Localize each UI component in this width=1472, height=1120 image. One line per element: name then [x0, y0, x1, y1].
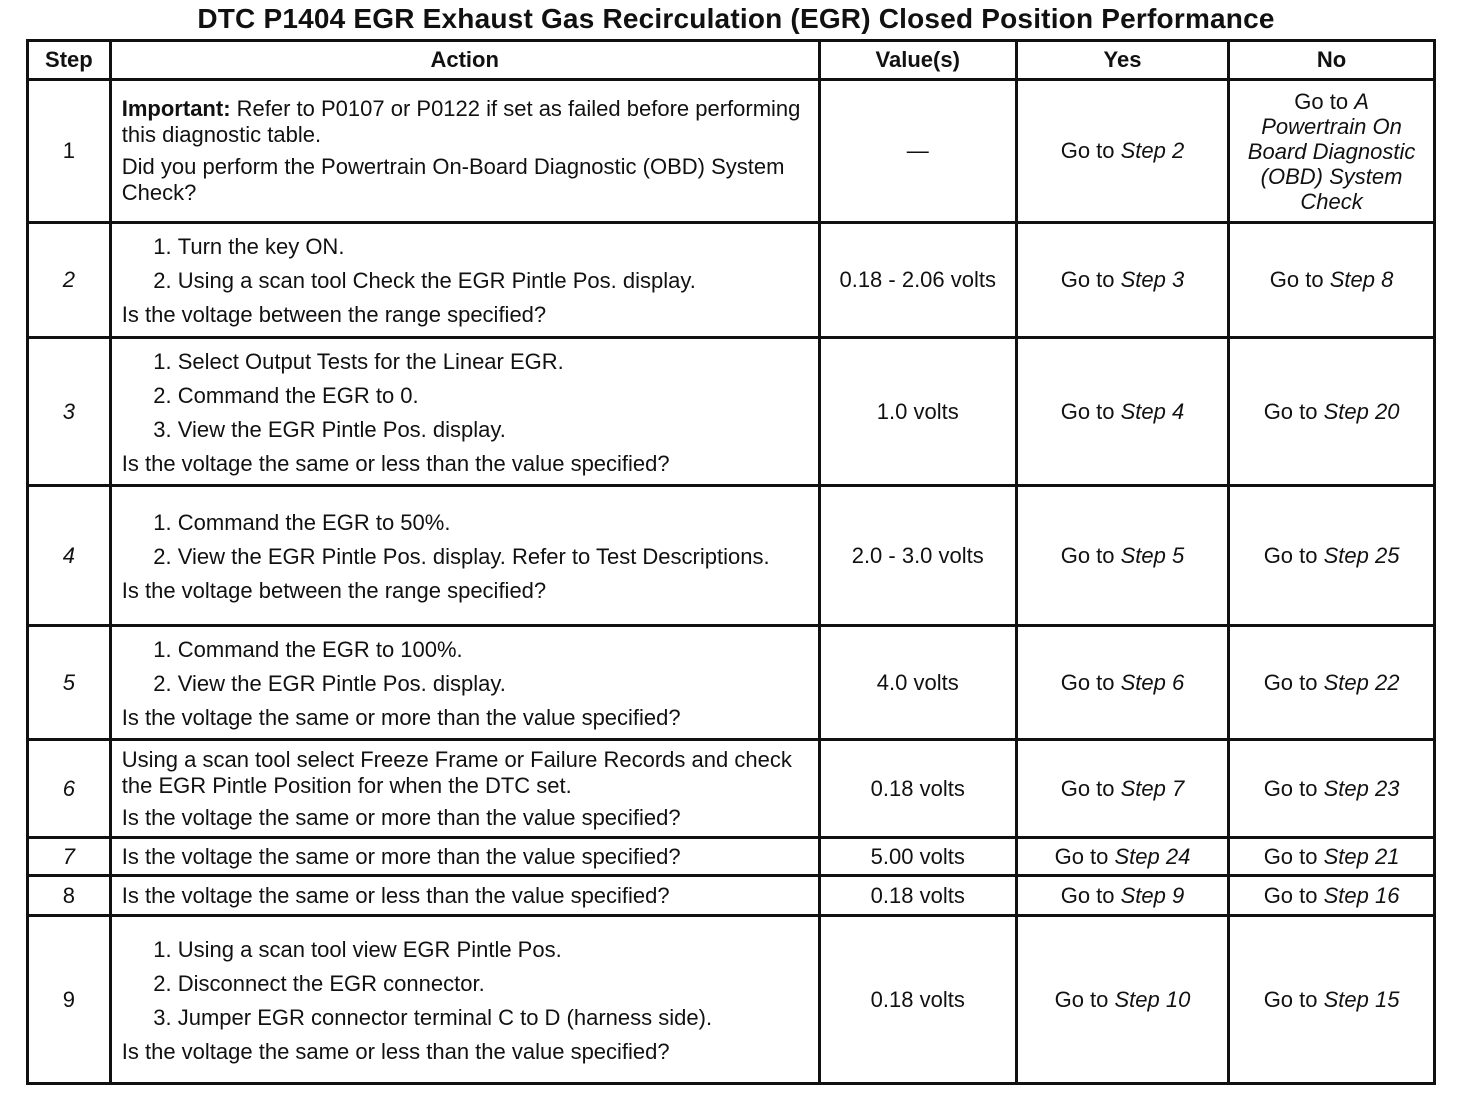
goto-prefix: Go to: [1263, 669, 1324, 695]
yes-cell: [1016, 486, 1228, 626]
action-step: 3. View the EGR Pintle Pos. display.: [178, 417, 808, 443]
header-action: Action: [110, 41, 819, 80]
value-cell: 0.18 volts: [819, 876, 1016, 916]
goto-prefix: Go to: [1060, 775, 1121, 801]
goto-target: Step 9: [1120, 882, 1185, 908]
no-cell: [1229, 838, 1435, 876]
goto-target: Step 10: [1114, 986, 1191, 1012]
header-step: Step: [28, 41, 111, 80]
page-title: DTC P1404 EGR Exhaust Gas Recirculation (EGR) Closed Position Performance: [197, 3, 1275, 34]
yes-cell: [1016, 876, 1228, 916]
header-no: No: [1229, 41, 1435, 80]
no-cell: [1229, 876, 1435, 916]
value-cell: 2.0 - 3.0 volts: [819, 486, 1016, 626]
action-steps: [122, 234, 808, 294]
value-cell: 0.18 volts: [819, 916, 1016, 1084]
yes-cell: [1016, 838, 1228, 876]
goto-prefix: Go to: [1263, 986, 1324, 1012]
table-row: [28, 486, 1435, 626]
action-step: 2. Using a scan tool Check the EGR Pintle Pos. display.: [178, 268, 808, 294]
goto-prefix: Go to: [1294, 88, 1355, 114]
table-row: [28, 740, 1435, 838]
goto-target: Step 7: [1120, 775, 1185, 801]
action-text: Using a scan tool select Freeze Frame or Failure Records and check the EGR Pintle Position for when the DTC set.: [121, 746, 792, 798]
table-row: [28, 838, 1435, 876]
goto-target: Step 3: [1120, 267, 1185, 292]
yes-cell: [1016, 223, 1228, 338]
no-cell: [1229, 223, 1435, 338]
goto-target: Step 4: [1120, 398, 1185, 424]
action-cell: [110, 916, 819, 1084]
action-cell: [110, 486, 819, 626]
table-row: [28, 626, 1435, 740]
table-row: [28, 80, 1435, 223]
value-cell: 4.0 volts: [819, 626, 1016, 740]
action-cell: [110, 80, 819, 223]
goto-target: Step 15: [1323, 986, 1400, 1012]
value-cell: 1.0 volts: [819, 338, 1016, 486]
no-cell: [1229, 80, 1435, 223]
step-number: 9: [28, 916, 111, 1084]
action-steps: [122, 937, 808, 1031]
step-number: 8: [28, 876, 111, 916]
action-steps: [122, 510, 808, 570]
goto-prefix: Go to: [1060, 882, 1121, 908]
action-cell: [110, 626, 819, 740]
goto-target: Step 16: [1323, 882, 1400, 908]
goto-target: Step 20: [1323, 398, 1400, 424]
goto-prefix: Go to: [1263, 882, 1324, 908]
action-steps: [122, 637, 808, 697]
no-cell: [1229, 486, 1435, 626]
action-step: 2. View the EGR Pintle Pos. display.: [178, 671, 808, 697]
goto-target: Step 5: [1120, 542, 1185, 568]
goto-prefix: Go to: [1060, 398, 1121, 424]
goto-target: Step 23: [1323, 775, 1400, 801]
step-number: 4: [28, 486, 111, 626]
action-step: 2. Disconnect the EGR connector.: [178, 971, 808, 997]
value-cell: —: [819, 80, 1016, 223]
action-question: Is the voltage the same or less than the value specified?: [121, 450, 670, 476]
goto-target: Step 21: [1323, 843, 1400, 869]
yes-cell: [1016, 80, 1228, 223]
goto-target: Step 22: [1323, 669, 1400, 695]
table-row: [28, 916, 1435, 1084]
action-question: Did you perform the Powertrain On-Board Diagnostic (OBD) System Check?: [121, 154, 785, 205]
action-cell: [110, 338, 819, 486]
action-step: 2. Command the EGR to 0.: [178, 383, 808, 409]
action-step: 1. Using a scan tool view EGR Pintle Pos.: [178, 937, 808, 963]
goto-prefix: Go to: [1263, 843, 1324, 869]
action-step: 1. Select Output Tests for the Linear EGR.: [178, 349, 808, 375]
goto-prefix: Go to: [1263, 542, 1324, 568]
important-text: Refer to P0107 or P0122 if set as failed before performing this diagnostic table.: [121, 96, 801, 147]
goto-prefix: Go to: [1263, 398, 1324, 424]
yes-cell: [1016, 338, 1228, 486]
action-cell: [110, 740, 819, 838]
action-step: 3. Jumper EGR connector terminal C to D (harness side).: [178, 1005, 808, 1031]
action-step: 2. View the EGR Pintle Pos. display. Refer to Test Descriptions.: [178, 544, 808, 570]
goto-target: A Powertrain On Board Diagnostic (OBD) System Check: [1247, 88, 1416, 214]
step-number: 2: [28, 223, 111, 338]
action-question: Is the voltage the same or more than the value specified?: [121, 704, 681, 730]
step-number: 5: [28, 626, 111, 740]
goto-prefix: Go to: [1269, 267, 1330, 292]
diagnostic-table: [26, 39, 1436, 1085]
goto-prefix: Go to: [1054, 843, 1115, 869]
action-question: Is the voltage the same or more than the value specified?: [121, 804, 681, 830]
action-question: Is the voltage between the range specified?: [121, 302, 547, 327]
goto-target: Step 6: [1120, 669, 1185, 695]
header-yes: Yes: [1016, 41, 1228, 80]
action-step: 1. Command the EGR to 50%.: [178, 510, 808, 536]
action-step: 1. Turn the key ON.: [178, 234, 808, 260]
header-values: Value(s): [819, 41, 1016, 80]
action-question: Is the voltage between the range specified?: [121, 577, 547, 603]
table-row: [28, 876, 1435, 916]
no-cell: [1229, 740, 1435, 838]
value-cell: 0.18 volts: [819, 740, 1016, 838]
important-note: [122, 96, 808, 148]
no-cell: [1229, 626, 1435, 740]
action-question: Is the voltage the same or more than the value specified?: [110, 838, 819, 876]
goto-prefix: Go to: [1060, 138, 1121, 163]
yes-cell: [1016, 740, 1228, 838]
yes-cell: [1016, 626, 1228, 740]
action-steps: [122, 349, 808, 443]
step-number: 1: [28, 80, 111, 223]
goto-target: Step 2: [1120, 138, 1185, 163]
no-cell: [1229, 338, 1435, 486]
value-cell: 5.00 volts: [819, 838, 1016, 876]
step-number: 3: [28, 338, 111, 486]
no-cell: [1229, 916, 1435, 1084]
goto-prefix: Go to: [1060, 669, 1121, 695]
table-row: [28, 223, 1435, 338]
goto-target: Step 8: [1329, 267, 1394, 292]
step-number: 6: [28, 740, 111, 838]
step-number: 7: [28, 838, 111, 876]
goto-target: Step 24: [1114, 843, 1191, 869]
header-row: [28, 41, 1435, 80]
action-question: Is the voltage the same or less than the value specified?: [121, 1038, 670, 1064]
important-label: Important:: [121, 96, 231, 121]
yes-cell: [1016, 916, 1228, 1084]
table-row: [28, 338, 1435, 486]
action-step: 1. Command the EGR to 100%.: [178, 637, 808, 663]
goto-prefix: Go to: [1060, 542, 1121, 568]
action-question: Is the voltage the same or less than the value specified?: [110, 876, 819, 916]
goto-target: Step 25: [1323, 542, 1400, 568]
goto-prefix: Go to: [1263, 775, 1324, 801]
action-cell: [110, 223, 819, 338]
goto-prefix: Go to: [1060, 267, 1121, 292]
goto-prefix: Go to: [1054, 986, 1115, 1012]
value-cell: 0.18 - 2.06 volts: [819, 223, 1016, 338]
